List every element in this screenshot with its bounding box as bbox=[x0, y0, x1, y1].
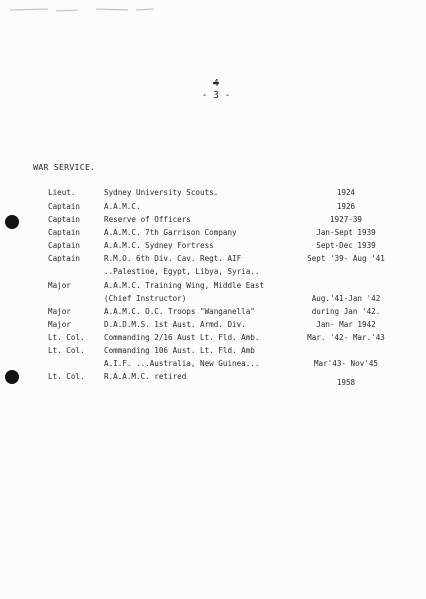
page-number bbox=[190, 78, 242, 102]
table-row bbox=[0, 227, 426, 239]
description-cell: A.A.M.C. O.C. Troops "Wanganella" bbox=[104, 307, 255, 316]
description-cell: Commanding 2/16 Aust Lt. Fld. Amb. bbox=[104, 333, 260, 342]
description-cell: Commanding 106 Aust. Lt. Fld. Amb bbox=[104, 346, 255, 355]
date-cell: Aug.'41-Jan '42 bbox=[311, 294, 381, 303]
description-cell: A.A.M.C. bbox=[104, 202, 141, 211]
description-cell: R.M.O. 6th Div. Cav. Regt. AIF bbox=[104, 254, 242, 263]
punch-hole-upper bbox=[5, 215, 19, 229]
description-cell: Sydney University Scouts. bbox=[104, 188, 219, 197]
scan-artifact-top bbox=[8, 6, 158, 14]
description-cell: Reserve of Officers bbox=[104, 215, 191, 224]
rank-cell: Captain bbox=[48, 254, 81, 263]
description-cell: R.A.A.M.C. retired bbox=[104, 372, 187, 381]
punch-hole-lower bbox=[5, 370, 19, 384]
date-cell: 1926 bbox=[336, 202, 356, 211]
struck-page-number: 4 bbox=[213, 78, 219, 89]
date-cell: Jan- Mar 1942 bbox=[316, 320, 376, 329]
section-heading: WAR SERVICE. bbox=[33, 162, 96, 172]
rank-cell: Captain bbox=[48, 228, 81, 237]
date-cell: Mar'43- Nov'45 bbox=[313, 359, 378, 368]
rank-cell: Lt. Col. bbox=[48, 346, 85, 355]
date-cell: 1958 bbox=[336, 378, 356, 387]
table-row bbox=[0, 280, 426, 292]
table-row bbox=[0, 306, 426, 318]
table-row bbox=[0, 214, 426, 226]
rank-cell: Captain bbox=[48, 202, 81, 211]
rank-cell: Major bbox=[48, 281, 71, 290]
date-cell: 1924 bbox=[336, 188, 356, 197]
rank-cell: Lt. Col. bbox=[48, 372, 85, 381]
rank-cell: Captain bbox=[48, 241, 81, 250]
rank-cell: Major bbox=[48, 307, 71, 316]
rank-cell: Major bbox=[48, 320, 71, 329]
description-cell: A.I.F. ...Australia, New Guinea... bbox=[104, 359, 260, 368]
rank-cell: Lt. Col. bbox=[48, 333, 85, 342]
date-cell: Mar. '42- Mar.'43 bbox=[307, 333, 385, 342]
table-row bbox=[0, 358, 426, 370]
date-cell: during Jan '42. bbox=[311, 307, 381, 316]
table-row bbox=[0, 266, 426, 278]
description-cell: A.A.M.C. Sydney Fortress bbox=[104, 241, 214, 250]
date-cell: Sept-Dec 1939 bbox=[316, 241, 376, 250]
table-row bbox=[0, 187, 426, 199]
rank-cell: Captain bbox=[48, 215, 81, 224]
table-row bbox=[0, 253, 426, 265]
description-cell: (Chief Instructor) bbox=[104, 294, 187, 303]
table-row bbox=[0, 319, 426, 331]
current-page-number: - 3 - bbox=[201, 90, 231, 101]
date-cell: Jan-Sept 1939 bbox=[316, 228, 376, 237]
rank-cell: Lieut. bbox=[48, 188, 76, 197]
table-row bbox=[0, 371, 426, 387]
description-cell: ..Palestine, Egypt, Libya, Syria.. bbox=[104, 267, 260, 276]
date-cell: Sept '39- Aug '41 bbox=[307, 254, 385, 263]
description-cell: D.A.D.M.S. 1st Aust. Armd. Div. bbox=[104, 320, 246, 329]
table-row bbox=[0, 332, 426, 344]
table-row bbox=[0, 240, 426, 252]
description-cell: A.A.M.C. Training Wing, Middle East bbox=[104, 281, 265, 290]
table-row bbox=[0, 293, 426, 305]
date-cell: 1927-39 bbox=[329, 215, 362, 224]
table-row bbox=[0, 201, 426, 213]
description-cell: A.A.M.C. 7th Garrison Company bbox=[104, 228, 237, 237]
table-row bbox=[0, 345, 426, 357]
